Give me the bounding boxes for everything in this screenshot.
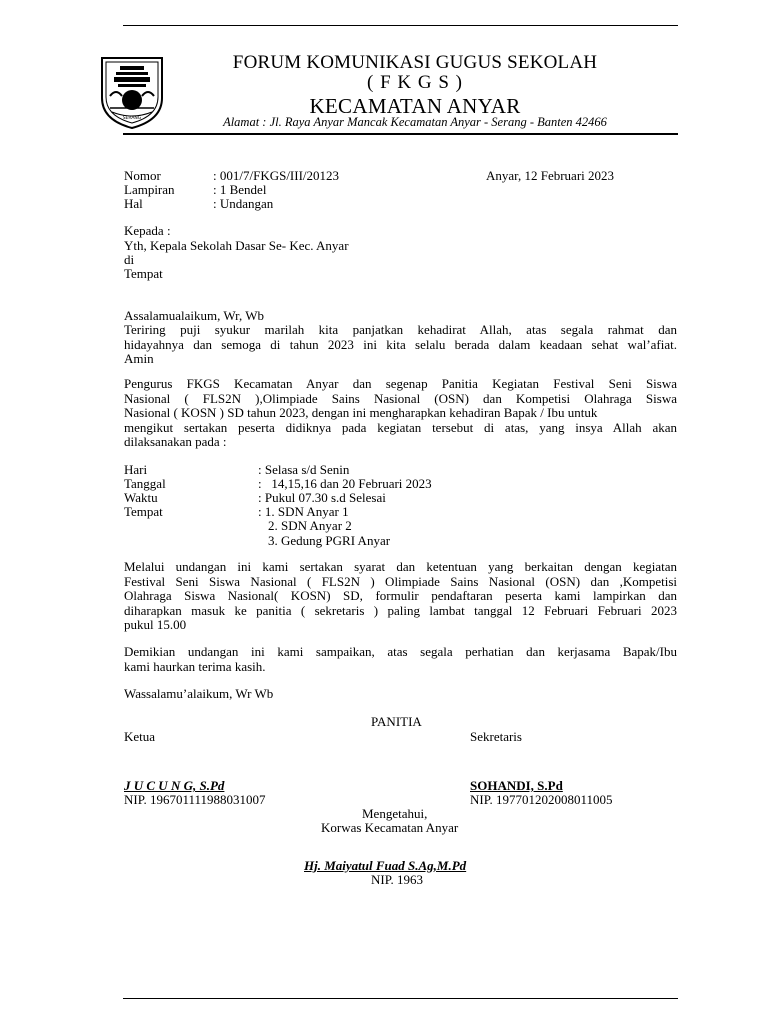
tempat-item-1: : 1. SDN Anyar 1 xyxy=(258,504,349,519)
recipient-line: Yth, Kepala Sekolah Dasar Se- Kec. Anyar xyxy=(124,238,349,253)
paragraph-line: hidayahnya dan semoga di tahun 2023 ini kita selalu berada dalam keadaan sehat wal’afiat. xyxy=(124,336,677,352)
hal-value: : Undangan xyxy=(213,196,274,211)
korwas-label: Korwas Kecamatan Anyar xyxy=(321,820,459,835)
paragraph-line: Pengurus FKGS Kecamatan Anyar dan segenap Panitia Kegiatan Festival Seni Siswa xyxy=(124,376,677,391)
paragraph-line: Demikian undangan ini kami sampaikan, atas segala perhatian dan kerjasama Bapak/Ibu xyxy=(124,644,677,659)
tempat-item-3: 3. Gedung PGRI Anyar xyxy=(268,533,391,548)
panitia-heading: PANITIA xyxy=(371,714,422,729)
recipient-place: Tempat xyxy=(124,266,163,281)
org-name: FORUM KOMUNIKASI GUGUS SEKOLAH xyxy=(232,52,598,73)
place-date: Anyar, 12 Februari 2023 xyxy=(486,168,615,183)
paragraph-line: dilaksanakan pada : xyxy=(124,434,227,450)
mengetahui-label: Mengetahui, xyxy=(362,806,428,821)
paragraph-closing xyxy=(124,645,677,674)
nomor-value: : 001/7/FKGS/III/20123 xyxy=(213,168,340,183)
sekretaris-nip: NIP. 197701202008011005 xyxy=(470,792,613,807)
bottom-rule xyxy=(123,998,678,999)
top-rule xyxy=(123,25,678,26)
paragraph-line: Melalui undangan ini kami sertakan syarat dan ketentuan yang berkaitan dengan kegiatan xyxy=(124,559,677,574)
hari-label: Hari xyxy=(124,462,148,477)
paragraph-line: Nasional ( KOSN ) SD tahun 2023, dengan ini mengharapkan kehadiran Bapak / Ibu untuk xyxy=(124,405,598,421)
org-address: Alamat : Jl. Raya Anyar Mancak Kecamatan Anyar - Serang - Banten 42466 xyxy=(223,115,607,129)
hari-value: : Selasa s/d Senin xyxy=(258,462,350,477)
paragraph-line: diharapkan masuk ke panitia ( sekretaris ) paling lambat tanggal 12 Februari Februari 2023 xyxy=(124,602,677,618)
tempat-item-2: 2. SDN Anyar 2 xyxy=(268,518,352,533)
nomor-label: Nomor xyxy=(124,168,161,183)
paragraph-line: Olahraga Siswa Nasional( KOSN) SD, formulir pendaftaran peserta kami lampirkan dan xyxy=(124,588,677,604)
greeting: Assalamualaikum, Wr, Wb xyxy=(124,308,265,323)
tanggal-label: Tanggal xyxy=(124,476,166,491)
paragraph-opening xyxy=(124,323,677,367)
paragraph-line: Nasional ( FLS2N ),Olimpiade Sains Nasional (OSN) dan Kompetisi Olahraga Siswa xyxy=(124,390,677,406)
recipient-di: di xyxy=(124,252,135,267)
paragraph-line: Festival Seni Siswa Nasional ( FLS2N ) Olimpiade Sains Nasional (OSN) dan ,Kompetisi xyxy=(124,573,677,589)
paragraph-line: Teriring puji syukur marilah kita panjatkan kehadirat Allah, atas segala rahmat dan xyxy=(124,322,677,337)
sekretaris-label: Sekretaris xyxy=(470,729,522,744)
korwas-nip: NIP. 1963 xyxy=(371,872,424,887)
lampiran-label: Lampiran xyxy=(124,182,175,197)
korwas-name: Hj. Maiyatul Fuad S.Ag,M.Pd xyxy=(304,858,467,873)
waktu-value: : Pukul 07.30 s.d Selesai xyxy=(258,490,386,505)
letterhead-rule xyxy=(123,133,678,135)
ketua-label: Ketua xyxy=(124,729,156,744)
paragraph-requirements xyxy=(124,560,677,633)
ketua-nip: NIP. 196701111988031007 xyxy=(124,792,266,807)
paragraph-line: mengikut sertakan peserta didiknya pada kegiatan tersebut di atas, yang insya Allah akan xyxy=(124,419,677,435)
closing-salutation: Wassalamu’alaikum, Wr Wb xyxy=(124,686,274,701)
logo-banner-text: SERANG xyxy=(122,116,142,121)
hal-label: Hal xyxy=(124,196,143,211)
org-district: KECAMATAN ANYAR xyxy=(309,94,521,118)
ketua-name: J U C U N G, S.Pd xyxy=(124,778,225,793)
tanggal-value: : 14,15,16 dan 20 Februari 2023 xyxy=(258,476,432,491)
paragraph-line: Amin xyxy=(124,351,154,367)
tempat-label: Tempat xyxy=(124,504,163,519)
sekretaris-name: SOHANDI, S.Pd xyxy=(470,778,563,793)
kabupaten-serang-emblem-logo xyxy=(92,50,172,130)
lampiran-value: : 1 Bendel xyxy=(213,182,267,197)
waktu-label: Waktu xyxy=(124,490,158,505)
paragraph-line: pukul 15.00 xyxy=(124,617,187,633)
paragraph-line: kami haurkan terima kasih. xyxy=(124,658,266,674)
paragraph-invitation xyxy=(124,377,677,450)
kepada-label: Kepada : xyxy=(124,223,171,238)
org-abbreviation: ( F K G S ) xyxy=(367,72,463,93)
